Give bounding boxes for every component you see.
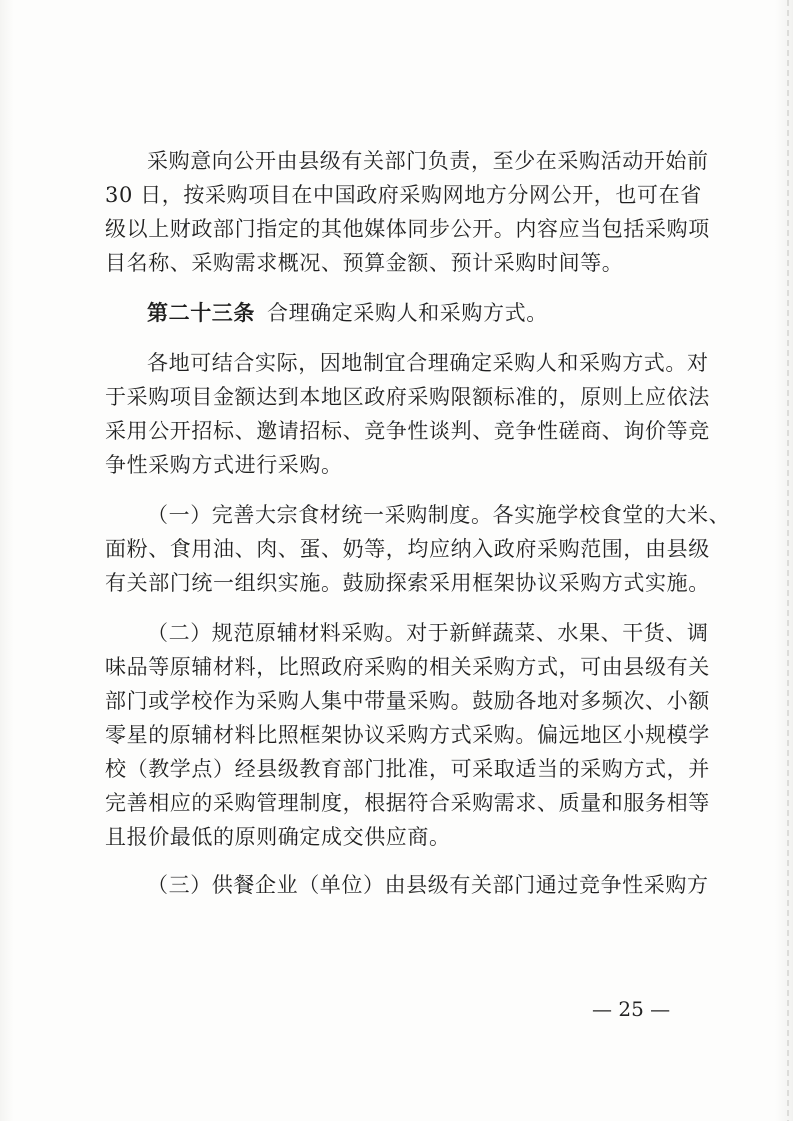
paragraph-3-line-1: （一）完善大宗食材统一采购制度。各实施学校食堂的大米、 [147,503,731,527]
paragraph-4-line-6: 完善相应的采购管理制度，根据符合采购需求、质量和服务相等 [105,791,710,815]
paragraph-1-line-4: 目名称、采购需求概况、预算金额、预计采购时间等。 [105,251,624,275]
paragraph-1-line-1: 采购意向公开由县级有关部门负责，至少在采购活动开始前 [147,149,709,173]
paragraph-4-line-2: 味品等原辅材料，比照政府采购的相关采购方式，可由县级有关 [105,655,710,679]
article-title: 合理确定采购人和采购方式。 [267,301,548,325]
paragraph-2-line-2: 于采购项目金额达到本地区政府采购限额标准的，原则上应依法 [105,385,710,409]
paragraph-1-line-3: 级以上财政部门指定的其他媒体同步公开。内容应当包括采购项 [105,217,710,241]
body-text [105,144,731,902]
paragraph-2-line-1: 各地可结合实际，因地制宜合理确定采购人和采购方式。对 [147,351,709,375]
paragraph-4-line-1: （二）规范原辅材料采购。对于新鲜蔬菜、水果、干货、调 [147,621,709,645]
paragraph-5-line-1: （三）供餐企业（单位）由县级有关部门通过竞争性采购方 [147,873,709,897]
paragraph-4-line-7: 且报价最低的原则确定成交供应商。 [105,825,451,849]
paragraph-2-line-4: 争性采购方式进行采购。 [105,453,343,477]
paragraph-3-line-2: 面粉、食用油、肉、蛋、奶等，均应纳入政府采购范围，由县级 [105,537,710,561]
paragraph-3-line-3: 有关部门统一组织实施。鼓励探索采用框架协议采购方式实施。 [105,571,710,595]
paragraph-4-line-5: 校（教学点）经县级教育部门批准，可采取适当的采购方式，并 [105,757,710,781]
paragraph-4-line-4: 零星的原辅材料比照框架协议采购方式采购。偏远地区小规模学 [105,723,710,747]
paragraph-1-line-2: 30 日，按采购项目在中国政府采购网地方分网公开，也可在省 [105,183,702,207]
page-number: — 25 — [592,997,671,1021]
paragraph-2-line-3: 采用公开招标、邀请招标、竞争性谈判、竞争性磋商、询价等竞 [105,419,710,443]
paragraph-4-line-3: 部门或学校作为采购人集中带量采购。鼓励各地对多频次、小额 [105,689,710,713]
article-number: 第二十三条 [147,300,255,325]
scan-edge-shadow [787,0,789,1121]
article-23-heading [105,296,687,330]
